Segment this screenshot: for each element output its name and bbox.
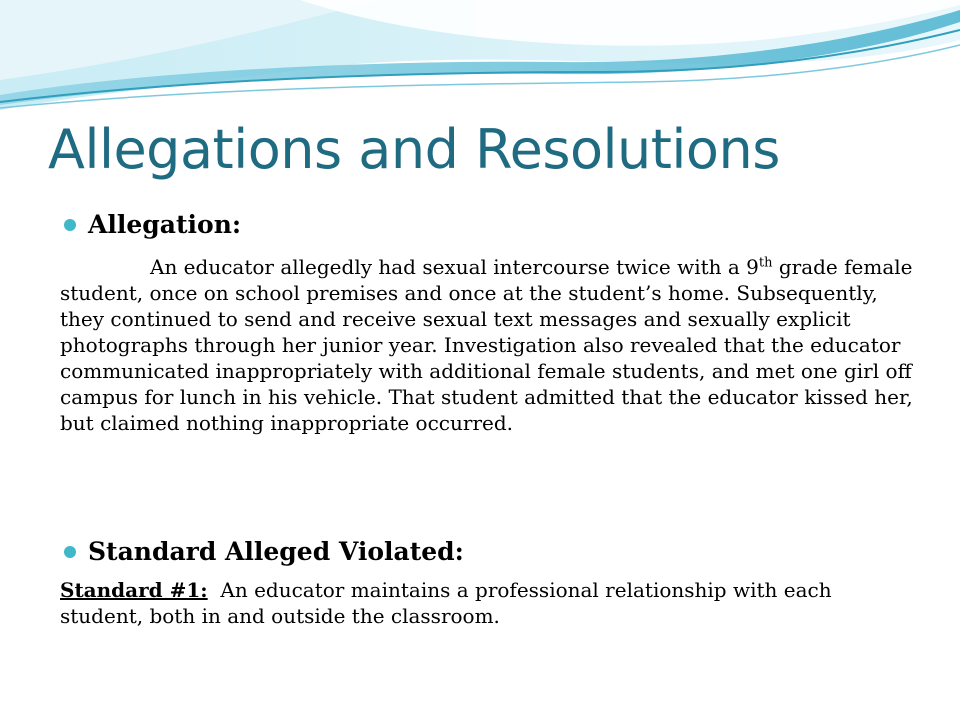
- bullet-icon: [64, 546, 76, 558]
- allegation-text-start: An educator allegedly had sexual intercourse twice with a 9: [150, 255, 759, 279]
- page-title: Allegations and Resolutions: [48, 118, 780, 181]
- decorative-wave-header: [0, 0, 960, 120]
- standard-bullet: [64, 537, 464, 567]
- allegation-heading: Allegation:: [88, 210, 242, 239]
- standard-text: [60, 577, 920, 629]
- allegation-text: [60, 254, 920, 436]
- ordinal-superscript: th: [758, 255, 773, 271]
- standard-description: An educator maintains a professional relationship with each student, both in and outside the classroom.: [60, 578, 832, 628]
- allegation-bullet: [64, 210, 241, 240]
- bullet-icon: [64, 219, 76, 231]
- standard-heading: Standard Alleged Violated:: [88, 537, 464, 566]
- allegation-text-rest: grade female student, once on school premises and once at the student’s home. Subsequently, they continued to send and receive sexual text messages and sexually explicit photographs through her junior year. Investigation also revealed that the educator communicated inappropriately with additional female students, and met one girl off campus for lunch in his vehicle. That student admitted that the educator kissed her, but claimed nothing inappropriate occurred.: [60, 255, 913, 435]
- standard-label: Standard #1:: [60, 578, 208, 602]
